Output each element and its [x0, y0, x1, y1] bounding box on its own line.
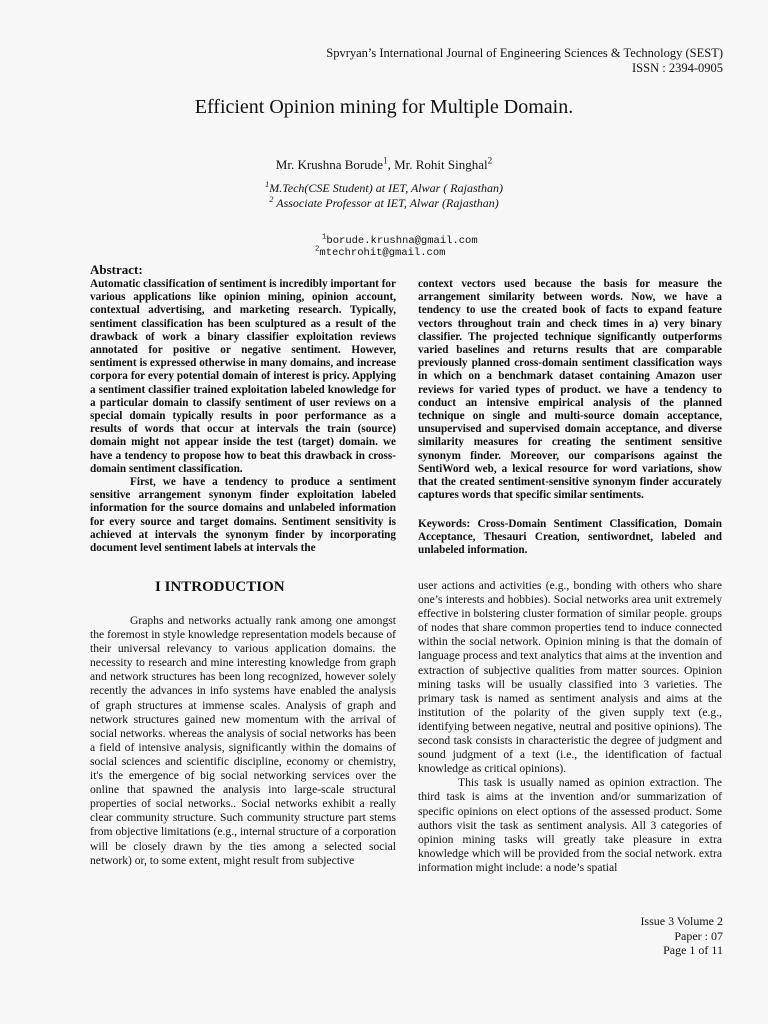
- intro-right-column: [418, 579, 722, 875]
- intro-paragraph-3: This task is usually named as opinion extraction. The third task is aims at the invention and/or summarization of specific opinions on elect options of the assessed product. Some authors visit the task as sentiment analysis. All 3 categories of opinion mining tasks will greatly take pleasure in extra knowledge which will be provided from the social network. extra information might include: a node’s spatial: [418, 776, 722, 874]
- email-2[interactable]: [315, 247, 445, 259]
- author-2-sup: 2: [487, 155, 493, 166]
- page-footer: [640, 914, 723, 958]
- paper-title: Efficient Opinion mining for Multiple Domain.: [194, 96, 574, 118]
- affiliation-2-sup: 2: [269, 195, 274, 204]
- footer-paper: Paper : 07: [674, 928, 723, 943]
- abstract-paragraph-3: context vectors used because the basis for measure the arrangement similarity between words. Now, we have a tendency to use the created book of facts to expand feature vectors throughout train and check times in a) very binary classifier. The projected technique significantly outperforms varied baselines and returns results that are comparable previously planned cross-domain sentiment classification ways in which on a benchmark dataset containing Amazon user reviews for varied types of product. we have a tendency to conduct an intensive empirical analysis of the planned technique on single and multi-source domain acceptance, unsupervised and supervised domain acceptance, and diverse similarity measures for creating the sentiment sensitive synonym finder. Moreover, our comparisons against the SentiWord web, a lexical resource for word variations, show that the created sentiment-sensitive synonym finder accurately captures words that specific similar sentiments.: [418, 278, 722, 502]
- abstract-heading: Abstract:: [90, 262, 143, 277]
- keywords-text: Keywords: Cross-Domain Sentiment Classification, Domain Acceptance, Thesauri Creation, sentiwordnet, labeled and unlabeled information: [418, 518, 722, 557]
- author-1-sup: 1: [383, 155, 388, 166]
- email-1[interactable]: [322, 235, 478, 247]
- footer-page-number: Page 1 of 11: [663, 943, 723, 957]
- section-heading-introduction: I INTRODUCTION: [155, 579, 285, 595]
- journal-header: [326, 46, 723, 76]
- intro-paragraph-1: Graphs and networks actually rank among one amongst the foremost in style knowledge representation models because of their universal relevancy to various application domains. the necessity to research and mine interesting knowledge from graph and network structures has been long recognized, however solely recently the advances in info systems have enabled the analysis of graph structures at immense scales. Analysis of graph and network structures gained new momentum with the arrival of social networks. whereas the analysis of social networks has been a field of intensive analysis, significantly within the domains of social sciences and scientific discipline, economy or chemistry, it's the emergence of big social networking services over the online that spawned the analysis into large-scale structural properties of social networks.. Social networks exhibit a really clear community structure. Such community structure part stems from objective limitations (e.g., internal structure of a corporation will be closely drawn by the ties among a selected social network) or, to some extent, might result from subjective: [90, 614, 396, 867]
- abstract-left-column: [90, 278, 396, 555]
- abstract-right-column: [418, 278, 722, 502]
- abstract-paragraph-2: First, we have a tendency to produce a sentiment sensitive arrangement synonym finder exploitation labeled information for the source domains and unlabeled information for every source and target domains. Sentiment sensitivity is achieved at intervals the synonym finder by incorporating document level sentiment labels at intervals the: [90, 476, 396, 555]
- journal-name: Spvryan’s International Journal of Engineering Sciences & Technology (SEST): [326, 46, 723, 60]
- email-2-text: mtechrohit@gmail.com: [319, 247, 446, 259]
- affiliation-1-text: M.Tech(CSE Student) at IET, Alwar ( Rajasthan): [269, 181, 503, 195]
- author-2: Mr. Rohit Singhal: [394, 157, 488, 172]
- journal-issn: ISSN : 2394-0905: [632, 61, 723, 75]
- abstract-paragraph-1: Automatic classification of sentiment is incredibly important for various applications like opinion mining, opinion account, contextual advertising, and marketing research. Typically, sentiment classification has been sculptured as a result of the drawback of work a binary classifier exploitation reviews annotated for positive or negative sentiment. However, sentiment is expressed otherwise in many domains, and increase corpora for every potential domain of interest is pricy. Applying a sentiment classifier trained exploitation labeled knowledge for a particular domain to classify sentiment of user reviews on a special domain typically results in poor performance as a results of words that occur at intervals the train (source) domain might not appear inside the test (target) domain. we have a tendency to propose how to beat this drawback in cross-domain sentiment classification.: [90, 278, 396, 475]
- affiliation-1: [0, 181, 768, 196]
- author-1: Mr. Krushna Borude: [275, 157, 384, 172]
- email-2-sup: 2: [315, 245, 320, 254]
- intro-paragraph-2: user actions and activities (e.g., bonding with others who share one’s interests and hobbies). Social networks area unit extremely effective in bolstering cluster formation of similar people. groups of nodes that share common properties tend to induce connected within the social network. Opinion mining is that the domain of language process and text analytics that aims at the invention and extraction of subjective qualities from matter sources. Opinion mining tasks will be usually classified into 3 varieties. The primary task is named as sentiment analysis and aims at the institution of the polarity of the given supply text (e.g., identifying between negative, neutral and positive opinions). The second task consists in characteristic the degree of judgment and sound judgment of a text (i.e., the identification of factual knowledge as critical opinions).: [418, 579, 722, 776]
- affiliation-2: [0, 196, 768, 211]
- author-line: [0, 157, 768, 173]
- intro-left-column: [90, 614, 396, 868]
- footer-issue: Issue 3 Volume 2: [640, 914, 723, 928]
- affiliation-2-text: Associate Professor at IET, Alwar (Rajasthan): [273, 196, 499, 210]
- author-separator: ,: [387, 157, 395, 172]
- affiliation-1-sup: 1: [265, 180, 270, 189]
- email-1-text: borude.krushna@gmail.com: [326, 235, 478, 247]
- email-1-sup: 1: [322, 233, 327, 242]
- keywords: Keywords: Cross-Domain Sentiment Classification, Domain Acceptance, Thesauri Creation, sentiwordnet, labeled and unlabeled information.: [418, 518, 722, 557]
